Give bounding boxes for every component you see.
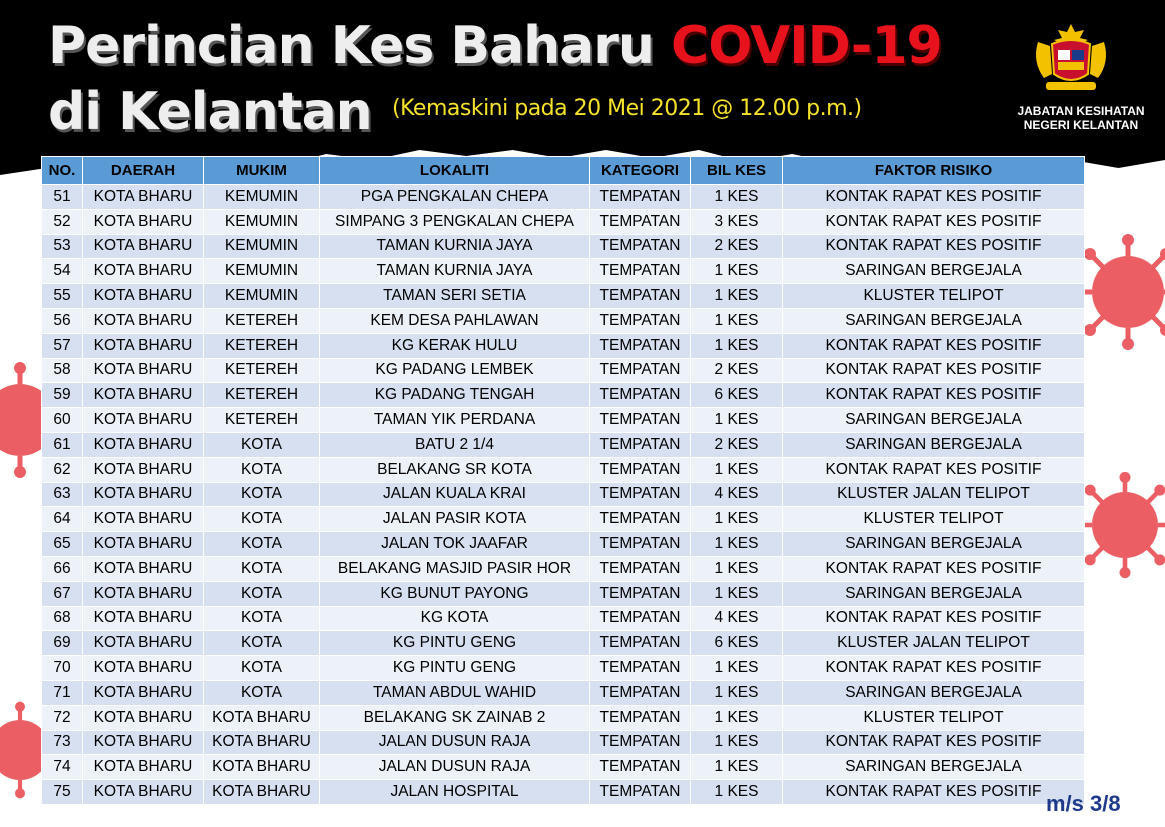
agency-line-1: JABATAN KESIHATAN (1017, 104, 1145, 118)
cell-daerah: KOTA BHARU (83, 408, 204, 433)
page-indicator: m/s 3/8 (1046, 791, 1121, 816)
cell-lokaliti: JALAN DUSUN RAJA (320, 730, 590, 755)
cell-lokaliti: BELAKANG SK ZAINAB 2 (320, 705, 590, 730)
cell-bil-kes: 1 KES (691, 730, 783, 755)
table-row (42, 606, 1085, 631)
cell-daerah: KOTA BHARU (83, 680, 204, 705)
cell-no: 65 (42, 532, 83, 557)
table-row (42, 482, 1085, 507)
cell-bil-kes: 1 KES (691, 556, 783, 581)
cell-bil-kes: 1 KES (691, 259, 783, 284)
cell-bil-kes: 4 KES (691, 482, 783, 507)
cell-daerah: KOTA BHARU (83, 284, 204, 309)
cell-lokaliti: TAMAN YIK PERDANA (320, 408, 590, 433)
cell-bil-kes: 4 KES (691, 606, 783, 631)
table-row (42, 705, 1085, 730)
cell-daerah: KOTA BHARU (83, 755, 204, 780)
cell-daerah: KOTA BHARU (83, 234, 204, 259)
cell-mukim: KOTA BHARU (204, 780, 320, 805)
cell-mukim: KOTA BHARU (204, 705, 320, 730)
cell-no: 74 (42, 755, 83, 780)
cell-lokaliti: JALAN DUSUN RAJA (320, 755, 590, 780)
cell-no: 68 (42, 606, 83, 631)
cell-faktor-risiko: KONTAK RAPAT KES POSITIF (783, 780, 1085, 805)
table-row (42, 284, 1085, 309)
table-row (42, 234, 1085, 259)
cell-daerah: KOTA BHARU (83, 209, 204, 234)
cell-faktor-risiko: SARINGAN BERGEJALA (783, 259, 1085, 284)
cell-mukim: KOTA (204, 432, 320, 457)
table-row (42, 333, 1085, 358)
table-row (42, 308, 1085, 333)
cell-lokaliti: TAMAN SERI SETIA (320, 284, 590, 309)
cell-daerah: KOTA BHARU (83, 656, 204, 681)
cell-no: 63 (42, 482, 83, 507)
cell-kategori: TEMPATAN (590, 532, 691, 557)
column-header-no: NO. (42, 157, 83, 185)
agency-name (1006, 104, 1156, 132)
table-body (42, 185, 1085, 805)
cell-no: 75 (42, 780, 83, 805)
cell-faktor-risiko: KLUSTER JALAN TELIPOT (783, 631, 1085, 656)
cell-no: 72 (42, 705, 83, 730)
table-row (42, 408, 1085, 433)
cell-bil-kes: 6 KES (691, 383, 783, 408)
cell-kategori: TEMPATAN (590, 755, 691, 780)
cell-bil-kes: 1 KES (691, 333, 783, 358)
cell-no: 70 (42, 656, 83, 681)
cell-faktor-risiko: KONTAK RAPAT KES POSITIF (783, 556, 1085, 581)
cell-kategori: TEMPATAN (590, 556, 691, 581)
agency-line-2: NEGERI KELANTAN (1023, 118, 1139, 132)
cell-faktor-risiko: KONTAK RAPAT KES POSITIF (783, 457, 1085, 482)
cell-lokaliti: KG KOTA (320, 606, 590, 631)
table-header-row (42, 157, 1085, 185)
column-header-mukim: MUKIM (204, 157, 320, 185)
column-header-daerah: DAERAH (83, 157, 204, 185)
cell-bil-kes: 1 KES (691, 308, 783, 333)
cell-faktor-risiko: KONTAK RAPAT KES POSITIF (783, 730, 1085, 755)
cell-daerah: KOTA BHARU (83, 383, 204, 408)
cell-daerah: KOTA BHARU (83, 507, 204, 532)
cell-lokaliti: KG PADANG LEMBEK (320, 358, 590, 383)
cell-mukim: KOTA (204, 581, 320, 606)
cell-mukim: KETEREH (204, 308, 320, 333)
cell-daerah: KOTA BHARU (83, 631, 204, 656)
cell-mukim: KOTA (204, 631, 320, 656)
cell-no: 58 (42, 358, 83, 383)
cell-bil-kes: 1 KES (691, 284, 783, 309)
cell-daerah: KOTA BHARU (83, 532, 204, 557)
cell-no: 55 (42, 284, 83, 309)
cell-kategori: TEMPATAN (590, 780, 691, 805)
cell-kategori: TEMPATAN (590, 358, 691, 383)
table-row (42, 507, 1085, 532)
table-row (42, 259, 1085, 284)
table-row (42, 680, 1085, 705)
column-header-faktor-risiko: FAKTOR RISIKO (783, 157, 1085, 185)
cell-faktor-risiko: KONTAK RAPAT KES POSITIF (783, 606, 1085, 631)
cell-daerah: KOTA BHARU (83, 705, 204, 730)
cell-daerah: KOTA BHARU (83, 308, 204, 333)
column-header-kategori: KATEGORI (590, 157, 691, 185)
update-timestamp: (Kemaskini pada 20 Mei 2021 @ 12.00 p.m.) (392, 96, 862, 121)
table-row (42, 631, 1085, 656)
cell-lokaliti: JALAN HOSPITAL (320, 780, 590, 805)
cell-kategori: TEMPATAN (590, 209, 691, 234)
table-row (42, 755, 1085, 780)
cell-faktor-risiko: KONTAK RAPAT KES POSITIF (783, 383, 1085, 408)
cell-bil-kes: 1 KES (691, 680, 783, 705)
cell-bil-kes: 2 KES (691, 234, 783, 259)
cell-mukim: KOTA (204, 532, 320, 557)
cell-mukim: KEMUMIN (204, 234, 320, 259)
cell-lokaliti: KG PADANG TENGAH (320, 383, 590, 408)
cell-kategori: TEMPATAN (590, 284, 691, 309)
table-row (42, 457, 1085, 482)
cell-daerah: KOTA BHARU (83, 606, 204, 631)
cell-no: 71 (42, 680, 83, 705)
cell-bil-kes: 6 KES (691, 631, 783, 656)
cell-daerah: KOTA BHARU (83, 780, 204, 805)
cell-bil-kes: 1 KES (691, 408, 783, 433)
cell-daerah: KOTA BHARU (83, 556, 204, 581)
cell-faktor-risiko: KONTAK RAPAT KES POSITIF (783, 185, 1085, 210)
title-highlight: COVID-19 (671, 16, 942, 76)
cell-bil-kes: 1 KES (691, 780, 783, 805)
cell-no: 51 (42, 185, 83, 210)
cell-mukim: KEMUMIN (204, 259, 320, 284)
cell-mukim: KOTA (204, 482, 320, 507)
cell-kategori: TEMPATAN (590, 656, 691, 681)
cell-kategori: TEMPATAN (590, 383, 691, 408)
cell-daerah: KOTA BHARU (83, 358, 204, 383)
cell-daerah: KOTA BHARU (83, 457, 204, 482)
cell-no: 61 (42, 432, 83, 457)
cell-daerah: KOTA BHARU (83, 259, 204, 284)
cell-kategori: TEMPATAN (590, 680, 691, 705)
cell-faktor-risiko: KONTAK RAPAT KES POSITIF (783, 358, 1085, 383)
cell-faktor-risiko: SARINGAN BERGEJALA (783, 432, 1085, 457)
cell-lokaliti: TAMAN KURNIA JAYA (320, 234, 590, 259)
cell-kategori: TEMPATAN (590, 581, 691, 606)
cell-no: 66 (42, 556, 83, 581)
cell-faktor-risiko: SARINGAN BERGEJALA (783, 408, 1085, 433)
cell-kategori: TEMPATAN (590, 408, 691, 433)
cell-bil-kes: 1 KES (691, 185, 783, 210)
cell-kategori: TEMPATAN (590, 333, 691, 358)
cell-no: 54 (42, 259, 83, 284)
table-row (42, 383, 1085, 408)
cell-mukim: KETEREH (204, 383, 320, 408)
cell-faktor-risiko: SARINGAN BERGEJALA (783, 308, 1085, 333)
cell-lokaliti: JALAN TOK JAAFAR (320, 532, 590, 557)
cell-bil-kes: 1 KES (691, 656, 783, 681)
cell-mukim: KOTA (204, 656, 320, 681)
cell-bil-kes: 1 KES (691, 457, 783, 482)
cell-mukim: KETEREH (204, 408, 320, 433)
cell-lokaliti: BELAKANG MASJID PASIR HOR (320, 556, 590, 581)
cell-mukim: KETEREH (204, 358, 320, 383)
cell-kategori: TEMPATAN (590, 308, 691, 333)
cell-faktor-risiko: KONTAK RAPAT KES POSITIF (783, 209, 1085, 234)
cell-mukim: KETEREH (204, 333, 320, 358)
cell-no: 64 (42, 507, 83, 532)
cell-mukim: KOTA (204, 507, 320, 532)
cell-lokaliti: TAMAN ABDUL WAHID (320, 680, 590, 705)
cell-kategori: TEMPATAN (590, 507, 691, 532)
cell-kategori: TEMPATAN (590, 457, 691, 482)
cell-faktor-risiko: KLUSTER JALAN TELIPOT (783, 482, 1085, 507)
cell-lokaliti: JALAN KUALA KRAI (320, 482, 590, 507)
cell-mukim: KOTA (204, 606, 320, 631)
cell-lokaliti: KG PINTU GENG (320, 631, 590, 656)
cell-faktor-risiko: KONTAK RAPAT KES POSITIF (783, 656, 1085, 681)
table-row (42, 532, 1085, 557)
cell-faktor-risiko: KLUSTER TELIPOT (783, 705, 1085, 730)
cell-lokaliti: PGA PENGKALAN CHEPA (320, 185, 590, 210)
cell-bil-kes: 2 KES (691, 358, 783, 383)
cell-faktor-risiko: SARINGAN BERGEJALA (783, 755, 1085, 780)
cell-lokaliti: KG PINTU GENG (320, 656, 590, 681)
cell-lokaliti: TAMAN KURNIA JAYA (320, 259, 590, 284)
cell-no: 52 (42, 209, 83, 234)
cell-mukim: KOTA (204, 680, 320, 705)
cell-faktor-risiko: SARINGAN BERGEJALA (783, 680, 1085, 705)
cell-bil-kes: 1 KES (691, 581, 783, 606)
cell-faktor-risiko: SARINGAN BERGEJALA (783, 581, 1085, 606)
page-title: Perincian Kes Baharu COVID-19 (48, 16, 942, 76)
cell-no: 53 (42, 234, 83, 259)
cell-bil-kes: 3 KES (691, 209, 783, 234)
cell-lokaliti: KG BUNUT PAYONG (320, 581, 590, 606)
table-row (42, 209, 1085, 234)
cell-no: 67 (42, 581, 83, 606)
cell-faktor-risiko: KLUSTER TELIPOT (783, 507, 1085, 532)
cell-daerah: KOTA BHARU (83, 432, 204, 457)
cell-lokaliti: KG KERAK HULU (320, 333, 590, 358)
cell-daerah: KOTA BHARU (83, 581, 204, 606)
cell-mukim: KOTA BHARU (204, 755, 320, 780)
cell-lokaliti: BELAKANG SR KOTA (320, 457, 590, 482)
cell-no: 59 (42, 383, 83, 408)
cell-kategori: TEMPATAN (590, 705, 691, 730)
table-row (42, 432, 1085, 457)
cell-no: 57 (42, 333, 83, 358)
cell-bil-kes: 1 KES (691, 755, 783, 780)
table-row (42, 656, 1085, 681)
cell-bil-kes: 1 KES (691, 532, 783, 557)
cell-kategori: TEMPATAN (590, 631, 691, 656)
cell-no: 62 (42, 457, 83, 482)
cell-kategori: TEMPATAN (590, 606, 691, 631)
cell-kategori: TEMPATAN (590, 234, 691, 259)
cell-bil-kes: 1 KES (691, 705, 783, 730)
cell-faktor-risiko: KONTAK RAPAT KES POSITIF (783, 234, 1085, 259)
cell-mukim: KEMUMIN (204, 185, 320, 210)
cell-bil-kes: 2 KES (691, 432, 783, 457)
cell-faktor-risiko: KONTAK RAPAT KES POSITIF (783, 333, 1085, 358)
cell-lokaliti: SIMPANG 3 PENGKALAN CHEPA (320, 209, 590, 234)
cell-mukim: KOTA (204, 556, 320, 581)
page-title-line2: di Kelantan (48, 82, 372, 142)
cell-mukim: KEMUMIN (204, 209, 320, 234)
table-row (42, 780, 1085, 805)
table-row (42, 185, 1085, 210)
cell-kategori: TEMPATAN (590, 259, 691, 284)
cell-no: 69 (42, 631, 83, 656)
cell-no: 73 (42, 730, 83, 755)
cell-kategori: TEMPATAN (590, 482, 691, 507)
cell-lokaliti: KEM DESA PAHLAWAN (320, 308, 590, 333)
cell-bil-kes: 1 KES (691, 507, 783, 532)
table-row (42, 358, 1085, 383)
cell-faktor-risiko: SARINGAN BERGEJALA (783, 532, 1085, 557)
cell-daerah: KOTA BHARU (83, 333, 204, 358)
cell-no: 56 (42, 308, 83, 333)
cell-mukim: KEMUMIN (204, 284, 320, 309)
cell-daerah: KOTA BHARU (83, 482, 204, 507)
cell-faktor-risiko: KLUSTER TELIPOT (783, 284, 1085, 309)
table-row (42, 730, 1085, 755)
table-row (42, 581, 1085, 606)
cell-kategori: TEMPATAN (590, 432, 691, 457)
cell-kategori: TEMPATAN (590, 185, 691, 210)
cell-daerah: KOTA BHARU (83, 730, 204, 755)
malaysia-crest-icon (1028, 22, 1114, 94)
table-row (42, 556, 1085, 581)
cell-no: 60 (42, 408, 83, 433)
column-header-bil-kes: BIL KES (691, 157, 783, 185)
cell-lokaliti: BATU 2 1/4 (320, 432, 590, 457)
cell-daerah: KOTA BHARU (83, 185, 204, 210)
cases-table (41, 156, 1084, 805)
cell-mukim: KOTA (204, 457, 320, 482)
cell-lokaliti: JALAN PASIR KOTA (320, 507, 590, 532)
column-header-lokaliti: LOKALITI (320, 157, 590, 185)
cell-kategori: TEMPATAN (590, 730, 691, 755)
cell-mukim: KOTA BHARU (204, 730, 320, 755)
